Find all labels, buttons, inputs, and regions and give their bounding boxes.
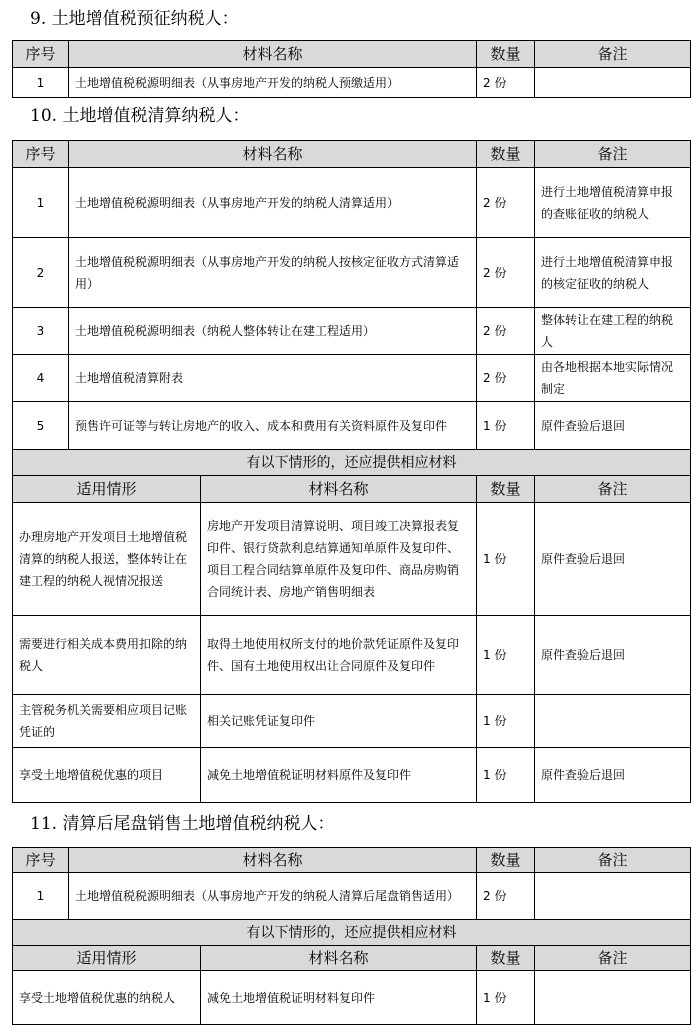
header-qty: 数量: [477, 476, 535, 503]
extra-materials-label: 有以下情形的，还应提供相应材料: [13, 920, 691, 946]
extra-materials-label: 有以下情形的，还应提供相应材料: [13, 450, 691, 476]
row-qty: 2 份: [477, 168, 535, 238]
section-11-title: 11. 清算后尾盘销售土地增值税纳税人：: [30, 814, 335, 834]
row-qty: 2 份: [477, 308, 535, 355]
row-qty: 1 份: [477, 748, 535, 803]
row-note: 原件查验后退回: [535, 616, 691, 695]
header-note: 备注: [535, 41, 691, 68]
row-qty: 1 份: [477, 503, 535, 616]
row-seq: 4: [13, 355, 69, 402]
row-qty: 1 份: [477, 971, 535, 1025]
table-row: [13, 308, 691, 355]
row-name: 土地增值税清算附表: [69, 355, 477, 402]
table-row: [13, 238, 691, 308]
row-cond: 享受土地增值税优惠的纳税人: [13, 971, 201, 1025]
header-note: 备注: [535, 848, 691, 873]
row-name: 取得土地使用权所支付的地价款凭证原件及复印件、国有土地使用权出让合同原件及复印件: [201, 616, 477, 695]
row-note: [535, 695, 691, 748]
extra-header-row: [13, 946, 691, 971]
table-row: [13, 971, 691, 1025]
row-cond: 需要进行相关成本费用扣除的纳税人: [13, 616, 201, 695]
header-name: 材料名称: [69, 41, 477, 68]
table-row: [13, 168, 691, 238]
extra-materials-band: [13, 920, 691, 946]
table-row: [13, 68, 691, 98]
row-note: 整体转让在建工程的纳税人: [535, 308, 691, 355]
row-note: 由各地根据本地实际情况制定: [535, 355, 691, 402]
row-note: 原件查验后退回: [535, 503, 691, 616]
row-qty: 2 份: [477, 68, 535, 98]
row-cond: 主管税务机关需要相应项目记账凭证的: [13, 695, 201, 748]
header-qty: 数量: [477, 848, 535, 873]
row-name: 减免土地增值税证明材料原件及复印件: [201, 748, 477, 803]
table-header-row: [13, 41, 691, 68]
header-seq: 序号: [13, 848, 69, 873]
extra-header-row: [13, 476, 691, 503]
header-seq: 序号: [13, 141, 69, 168]
header-seq: 序号: [13, 41, 69, 68]
table-row: [13, 503, 691, 616]
row-note: [535, 971, 691, 1025]
row-qty: 1 份: [477, 616, 535, 695]
table-row: [13, 355, 691, 402]
row-qty: 1 份: [477, 402, 535, 450]
header-name: 材料名称: [201, 946, 477, 971]
row-seq: 2: [13, 238, 69, 308]
section-10-table: [12, 140, 691, 803]
row-note: 原件查验后退回: [535, 748, 691, 803]
header-note: 备注: [535, 141, 691, 168]
row-note: 进行土地增值税清算申报的核定征收的纳税人: [535, 238, 691, 308]
row-name: 土地增值税税源明细表（纳税人整体转让在建工程适用）: [69, 308, 477, 355]
header-name: 材料名称: [69, 848, 477, 873]
row-seq: 1: [13, 873, 69, 920]
table-row: [13, 748, 691, 803]
row-qty: 2 份: [477, 238, 535, 308]
section-9-title: 9. 土地增值税预征纳税人：: [30, 9, 239, 29]
header-qty: 数量: [477, 41, 535, 68]
row-name: 土地增值税税源明细表（从事房地产开发的纳税人清算适用）: [69, 168, 477, 238]
row-name: 土地增值税税源明细表（从事房地产开发的纳税人清算后尾盘销售适用）: [69, 873, 477, 920]
header-name: 材料名称: [201, 476, 477, 503]
row-seq: 5: [13, 402, 69, 450]
row-note: [535, 873, 691, 920]
row-note: 原件查验后退回: [535, 402, 691, 450]
row-note: 进行土地增值税清算申报的查账征收的纳税人: [535, 168, 691, 238]
row-seq: 1: [13, 168, 69, 238]
section-9-table: [12, 40, 691, 98]
section-10-title: 10. 土地增值税清算纳税人：: [30, 106, 250, 126]
section-11-table: [12, 847, 691, 1025]
row-seq: 3: [13, 308, 69, 355]
header-qty: 数量: [477, 946, 535, 971]
row-name: 预售许可证等与转让房地产的收入、成本和费用有关资料原件及复印件: [69, 402, 477, 450]
header-cond: 适用情形: [13, 946, 201, 971]
table-row: [13, 616, 691, 695]
row-qty: 2 份: [477, 873, 535, 920]
table-header-row: [13, 848, 691, 873]
header-note: 备注: [535, 476, 691, 503]
extra-materials-band: [13, 450, 691, 476]
header-note: 备注: [535, 946, 691, 971]
table-row: [13, 402, 691, 450]
row-note: [535, 68, 691, 98]
row-cond: 办理房地产开发项目土地增值税清算的纳税人报送，整体转让在建工程的纳税人视情况报送: [13, 503, 201, 616]
header-qty: 数量: [477, 141, 535, 168]
table-row: [13, 873, 691, 920]
table-header-row: [13, 141, 691, 168]
row-qty: 2 份: [477, 355, 535, 402]
row-seq: 1: [13, 68, 69, 98]
row-name: 相关记账凭证复印件: [201, 695, 477, 748]
row-name: 房地产开发项目清算说明、项目竣工决算报表复印件、银行贷款利息结算通知单原件及复印件、项目工程合同结算单原件及复印件、商品房购销合同统计表、房地产销售明细表: [201, 503, 477, 616]
row-name: 减免土地增值税证明材料复印件: [201, 971, 477, 1025]
row-cond: 享受土地增值税优惠的项目: [13, 748, 201, 803]
row-name: 土地增值税税源明细表（从事房地产开发的纳税人按核定征收方式清算适用）: [69, 238, 477, 308]
row-name: 土地增值税税源明细表（从事房地产开发的纳税人预缴适用）: [69, 68, 477, 98]
table-row: [13, 695, 691, 748]
row-qty: 1 份: [477, 695, 535, 748]
header-name: 材料名称: [69, 141, 477, 168]
header-cond: 适用情形: [13, 476, 201, 503]
